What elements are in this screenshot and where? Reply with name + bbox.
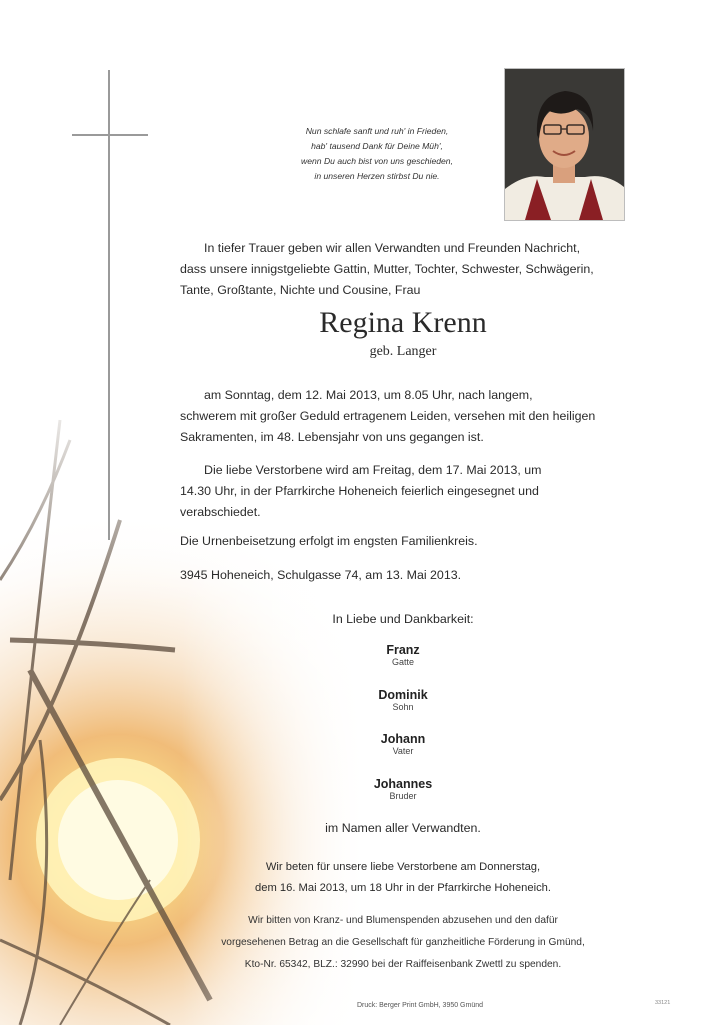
mourner-block [180, 777, 626, 801]
donation-paragraph [180, 910, 626, 976]
urn-line: Die Urnenbeisetzung erfolgt im engsten Familienkreis. [180, 534, 478, 548]
place-date-line: 3945 Hoheneich, Schulgasse 74, am 13. Mai 2013. [180, 568, 462, 582]
donation-line: Wir bitten von Kranz- und Blumenspenden abzusehen und den dafür [248, 915, 558, 926]
relatives-line: im Namen aller Verwandten. [325, 821, 481, 835]
poem-line: wenn Du auch bist von uns geschieden, [301, 156, 453, 166]
mourner-relation: Sohn [392, 702, 414, 712]
urn-paragraph [180, 531, 626, 552]
mourner-block [180, 643, 626, 667]
cross-horizontal-bar [72, 134, 148, 136]
mourner-block [180, 732, 626, 756]
printer-credit: Druck: Berger Print GmbH, 3950 Gmünd [356, 1002, 484, 1009]
donation-line: vorgesehenen Betrag an die Gesellschaft für ganzheitliche Förderung in Gmünd, [221, 937, 585, 948]
portrait-illustration [505, 69, 624, 220]
death-notice-line: Sakramenten, im 48. Lebensjahr von uns gegangen ist. [180, 430, 484, 444]
maiden-name: geb. Langer [369, 344, 437, 359]
mourner-relation: Gatte [391, 657, 414, 667]
death-notice-paragraph [180, 385, 626, 448]
donation-line: Kto-Nr. 65342, BLZ.: 32990 bei der Raiffeisenbank Zwettl zu spenden. [244, 959, 562, 970]
funeral-line: Die liebe Verstorbene wird am Freitag, dem 17. Mai 2013, um [204, 463, 542, 477]
death-notice-line: am Sonntag, dem 12. Mai 2013, um 8.05 Uhr, nach langem, [204, 388, 533, 402]
memorial-poem [262, 124, 492, 184]
intro-line: dass unsere innigstgeliebte Gattin, Mutter, Tochter, Schwester, Schwägerin, [180, 262, 594, 276]
mourner-name: Dominik [378, 688, 428, 702]
prayer-line: dem 16. Mai 2013, um 18 Uhr in der Pfarrkirche Hoheneich. [255, 882, 551, 894]
funeral-line: verabschiedet. [180, 505, 261, 519]
intro-line: Tante, Großtante, Nichte und Cousine, Frau [180, 283, 421, 297]
funeral-line: 14.30 Uhr, in der Pfarrkirche Hoheneich feierlich eingesegnet und [180, 484, 539, 498]
mourner-relation: Vater [392, 746, 414, 756]
cross-vertical-bar [108, 70, 110, 540]
place-date-paragraph [180, 565, 626, 586]
poem-line: hab' tausend Dank für Deine Müh', [311, 141, 443, 151]
corner-code: 33121 [655, 1000, 671, 1006]
deceased-name: Regina Krenn [319, 306, 487, 339]
intro-paragraph [180, 238, 626, 301]
mourner-block [180, 688, 626, 712]
mourner-name: Franz [386, 643, 420, 657]
prayer-paragraph [180, 857, 626, 899]
mourner-name: Johann [380, 732, 426, 746]
mourner-name: Johannes [373, 777, 433, 791]
poem-line: in unseren Herzen stirbst Du nie. [314, 171, 440, 181]
funeral-paragraph [180, 460, 626, 523]
gratitude-line: In Liebe und Dankbarkeit: [332, 612, 474, 626]
poem-line: Nun schlafe sanft und ruh' in Frieden, [305, 126, 449, 136]
intro-line: In tiefer Trauer geben wir allen Verwandten und Freunden Nachricht, [204, 241, 581, 255]
death-notice-line: schwerem mit großer Geduld ertragenem Leiden, versehen mit den heiligen [180, 409, 596, 423]
mourner-relation: Bruder [389, 791, 417, 801]
portrait-photo [504, 68, 625, 221]
prayer-line: Wir beten für unsere liebe Verstorbene am Donnerstag, [265, 861, 541, 873]
